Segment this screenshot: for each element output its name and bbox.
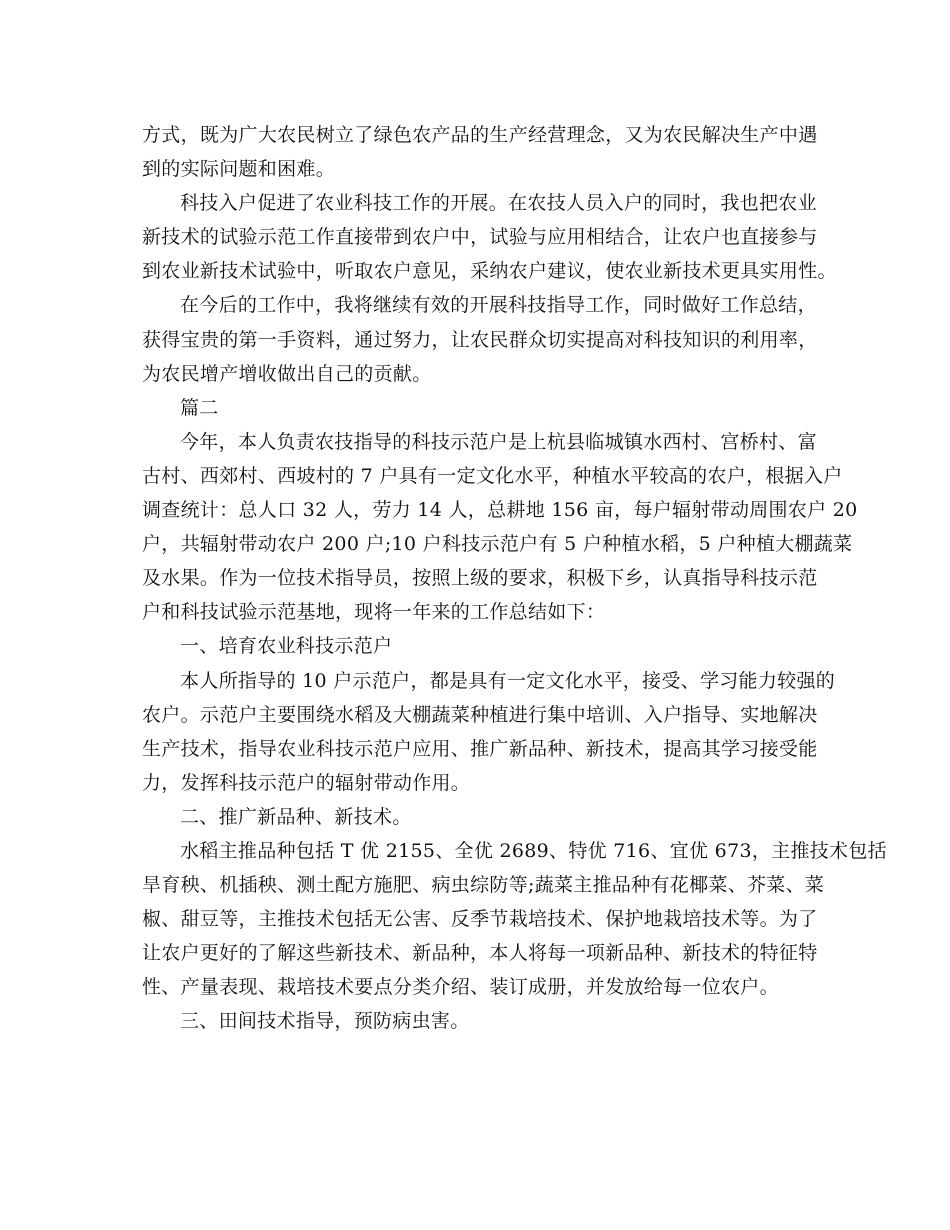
- text-line: 为农民增产增收做出自己的贡献。: [142, 362, 432, 385]
- text-line: 古村、西郊村、西坡村的 7 户具有一定文化水平，种植水平较高的农户，根据入户: [142, 464, 843, 487]
- paragraph-start: 科技入户促进了农业科技工作的开展。在农技人员入户的同时，我也把农业: [180, 192, 817, 215]
- text-line: 力，发挥科技示范户的辐射带动作用。: [142, 771, 471, 794]
- text-line: 获得宝贵的第一手资料，通过努力，让农民群众切实提高对科技知识的利用率，: [142, 328, 818, 351]
- section-heading: 篇二: [180, 396, 219, 419]
- text-line: 让农户更好的了解这些新技术、新品种，本人将每一项新品种、新技术的特征特: [142, 942, 818, 965]
- text-line: 新技术的试验示范工作直接带到农户中，试验与应用相结合，让农户也直接参与: [142, 226, 818, 249]
- text-line: 及水果。作为一位技术指导员，按照上级的要求，积极下乡，认真指导科技示范: [142, 567, 818, 590]
- text-line: 到农业新技术试验中，听取农户意见，采纳农户建议，使农业新技术更具实用性。: [142, 260, 837, 283]
- text-line: 户，共辐射带动农户 200 户;10 户科技示范户有 5 户种植水稻，5 户种植大棚蔬菜: [142, 533, 853, 556]
- text-line: 性、产量表现、栽培技术要点分类介绍、装订成册，并发放给每一位农户。: [142, 976, 779, 999]
- text-line: 旱育秧、机插秧、测土配方施肥、病虫综防等;蔬菜主推品种有花椰菜、芥菜、菜: [142, 874, 825, 897]
- document-body: [142, 118, 887, 1039]
- text-line: 生产技术，指导农业科技示范户应用、推广新品种、新技术，提高其学习接受能: [142, 737, 818, 760]
- text-line: 椒、甜豆等，主推技术包括无公害、反季节栽培技术、保护地栽培技术等。为了: [142, 908, 818, 931]
- text-line: 到的实际问题和困难。: [142, 158, 336, 181]
- paragraph-start: 在今后的工作中，我将继续有效的开展科技指导工作，同时做好工作总结，: [180, 294, 817, 317]
- paragraph-start: 本人所指导的 10 户示范户，都是具有一定文化水平，接受、学习能力较强的: [180, 669, 836, 692]
- text-line: 户和科技试验示范基地，现将一年来的工作总结如下：: [142, 601, 606, 624]
- text-line: 方式，既为广大农民树立了绿色农产品的生产经营理念，又为农民解决生产中遇: [142, 124, 818, 146]
- text-line: 调查统计：总人口 32 人，劳力 14 人，总耕地 156 亩，每户辐射带动周围农户 20: [142, 499, 858, 522]
- section-heading: 二、推广新品种、新技术。: [180, 805, 412, 828]
- section-heading: 一、培育农业科技示范户: [180, 635, 393, 658]
- section-heading: 三、田间技术指导，预防病虫害。: [180, 1010, 470, 1033]
- paragraph-start: 水稻主推品种包括 T 优 2155、全优 2689、特优 716、宜优 673，主推技术包括: [180, 839, 887, 862]
- paragraph-start: 今年，本人负责农技指导的科技示范户是上杭县临城镇水西村、宫桥村、富: [180, 430, 817, 453]
- text-line: 农户。示范户主要围绕水稻及大棚蔬菜种植进行集中培训、入户指导、实地解决: [142, 703, 818, 726]
